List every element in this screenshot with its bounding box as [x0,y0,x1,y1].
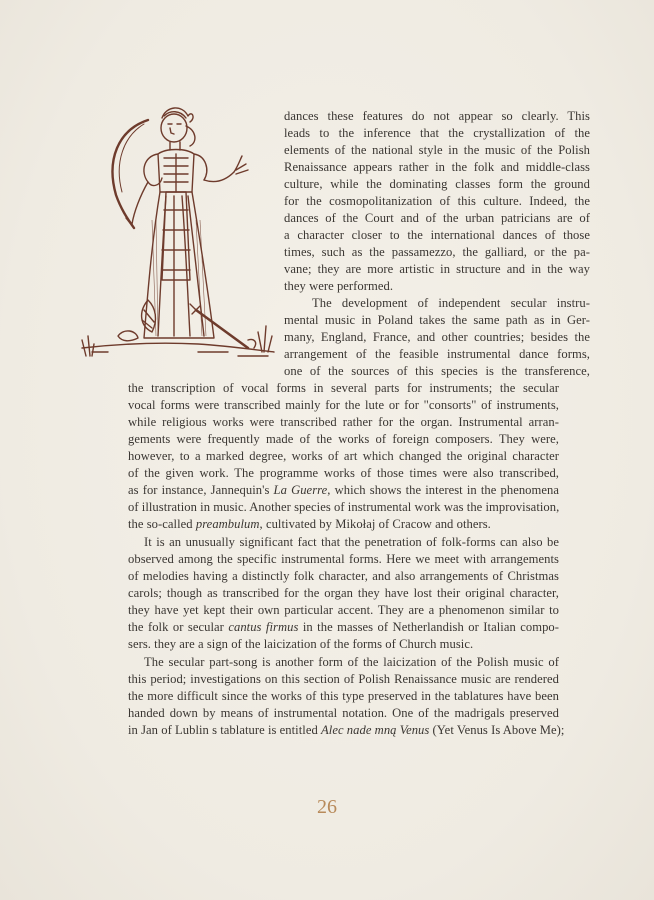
text-line: culture, while the dominating classes form the ground [284,177,590,191]
term: preambulum [195,517,260,531]
text-line [128,619,559,636]
text-run: in the masses of Netherlandish or Italian compo- [298,620,560,634]
text-run: the so-called [128,517,196,531]
text-line: one of the sources of this species is the transference, [284,364,590,378]
text-line: observed among the specific instrumental forms. Here we meet with arrangements [128,552,559,566]
woodcut-woman-with-scythe-icon [78,100,278,368]
text-line: It is an unusually significant fact that the penetration of folk-forms can also be [144,535,559,549]
text-line: dances these features do not appear so clearly. This [284,109,590,123]
text-line: for the cosmopolitanization of this culture. Indeed, the [284,194,590,208]
text-run: in Jan of Lublin s tablature is entitled [128,723,322,737]
text-line: of melodies having a distinctly folk character, and also arrangements of Christmas [128,569,559,583]
text-line: the more difficult since the works of this type preserved in the tablatures have been [128,689,559,703]
text-line: a character closer to the international dances of those [284,228,590,242]
text-line: The development of independent secular instru- [312,296,590,310]
text-line: vocal forms were transcribed mainly for the lute or for "consorts" of instruments, [128,398,559,412]
text-line: arrangement of the feasible instrumental dance forms, [284,347,590,361]
text-line: vane; they are more artistic in structure and in the way [284,262,590,276]
text-run: the folk or secular [128,620,229,634]
page-number: 26 [317,796,337,818]
text-line: they were performed. [284,279,394,293]
text-line: gements were frequently made of the works of foreign composers. They were, [128,432,559,446]
text-line [128,516,559,533]
text-line: handed down by means of instrumental notation. One of the madrigals preserved [128,706,559,720]
text-line: they have yet kept their own particular accent. They are a phenomenon similar to [128,603,559,617]
text-line: dances of the Court and of the urban patricians are of [284,211,590,225]
work-title: Alec nade mną Venus [321,723,430,737]
text-line [128,722,565,739]
text-line: Renaissance appears rather in the folk and middle-class [284,160,590,174]
text-run: (Yet Venus Is Above Me); [429,723,565,737]
text-line: sers. they are a sign of the laicization of the forms of Church music. [128,637,474,651]
text-line: this period; investigations on this section of Polish Renaissance music are rendered [128,672,559,686]
text-line: leads to the inference that the crystallization of the [284,126,590,140]
text-line: the transcription of vocal forms in several parts for instruments; the secular [128,381,559,395]
text-line: however, to a marked degree, works of art which changed the original character [128,449,559,463]
text-line: mental music in Poland takes the same path as in Ger- [284,313,590,327]
text-line: while religious works were transcribed rather for the organ. Instrumental arran- [128,415,559,429]
text-line: of illustration in music. Another species of instrumental work was the improvisation, [128,500,560,514]
text-run: as for instance, Jannequin's [128,483,274,497]
text-line: carols; though as transcribed for the organ they have lost their original character, [128,586,559,600]
text-line [128,482,559,499]
text-line: many, England, France, and other countries; besides the [284,330,590,344]
text-line: The secular part-song is another form of the laicization of the Polish music of [144,655,559,669]
text-line: elements of the national style in the music of the Polish [284,143,590,157]
text-line: times, such as the passamezzo, the galliard, or the pa- [284,245,590,259]
text-run: , cultivated by Mikołaj of Cracow and others. [259,517,491,531]
term: cantus firmus [228,620,299,634]
text-run: , which shows the interest in the phenomena [327,483,559,497]
text-line: of the given work. The programme works of those times were also transcribed, [128,466,559,480]
work-title: La Guerre [273,483,328,497]
